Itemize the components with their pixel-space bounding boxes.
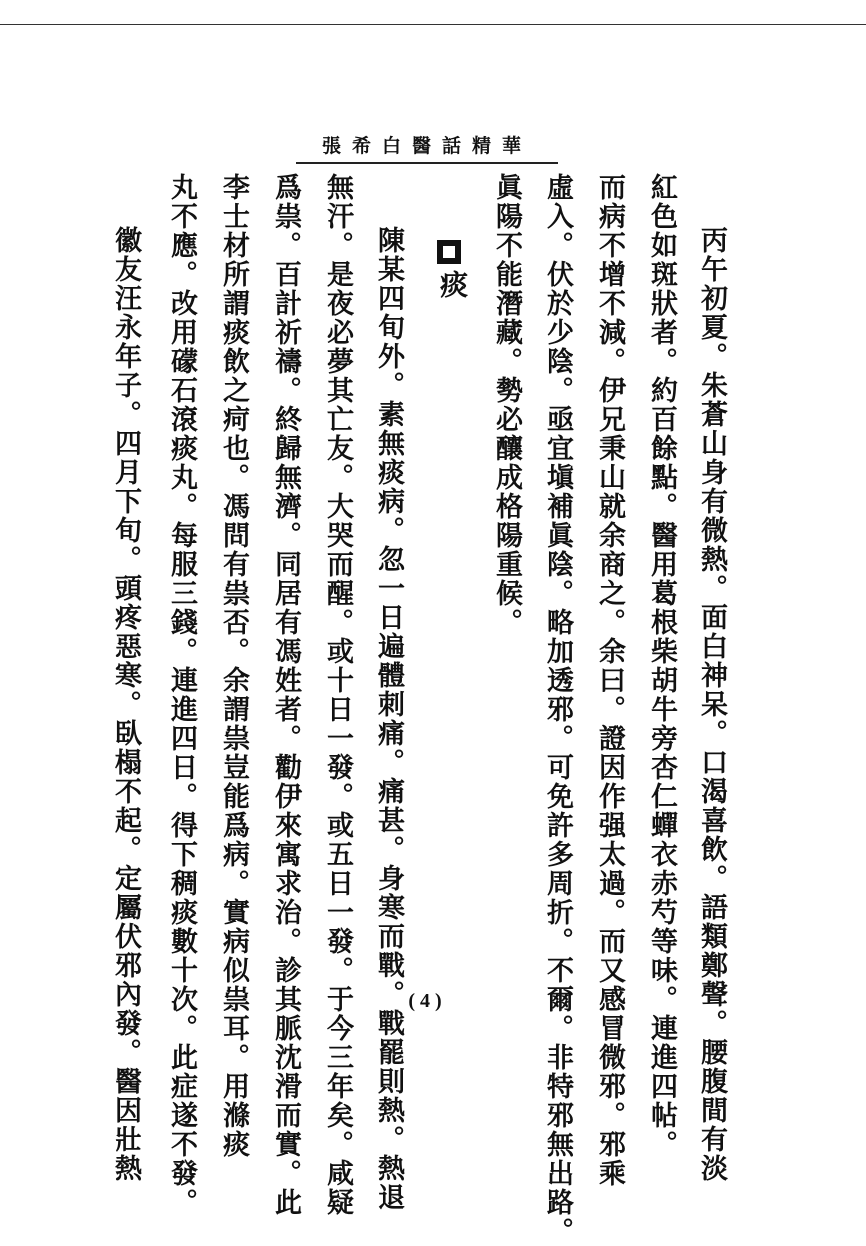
text-column-4: 虛入。伏於少陰。亟宜塡補眞陰。略加透邪。可免許多周折。不爾。非特邪無出路。: [542, 173, 573, 1246]
page-number: ( 4 ): [408, 990, 442, 1012]
text-column-3: 而病不增不減。伊兄秉山就余商之。余曰。證因作强太過。而又感冒微邪。邪乘: [594, 173, 625, 1188]
section-title: 痰: [436, 270, 469, 298]
text-column-6: 陳某四旬外。素無痰病。忽一日遍體刺痛。痛甚。身寒而戰。戰罷則熱。熱退: [373, 226, 404, 1212]
header-rule: [296, 162, 558, 164]
text-column-10: 丸不應。改用礞石滾痰丸。每服三錢。連進四日。得下稠痰數十次。此症遂不發。: [166, 173, 197, 1217]
text-column-9: 李士材所謂痰飲之疴也。馮問有祟否。余謂祟豈能爲病。實病似祟耳。用滌痰: [218, 173, 249, 1159]
text-column-2: 紅色如斑狀者。約百餘點。醫用葛根柴胡牛旁杏仁蟬衣赤芍等味。連進四帖。: [646, 173, 677, 1159]
page-header: 張希白醫話精華: [321, 135, 532, 157]
text-column-5: 眞陽不能潛藏。勢必釀成格陽重候。: [491, 173, 522, 637]
section-marker-icon: [437, 240, 461, 264]
top-rule: [0, 24, 866, 25]
text-column-7: 無汗。是夜必夢其亡友。大哭而醒。或十日一發。或五日一發。于今三年矣。咸疑: [322, 173, 353, 1217]
text-column-11: 徽友汪永年子。四月下旬。頭疼惡寒。臥榻不起。定屬伏邪內發。醫因壯熱: [110, 226, 141, 1183]
text-column-1: 丙午初夏。朱蒼山身有微熱。面白神呆。口渴喜飲。語類鄭聲。腰腹間有淡: [696, 226, 727, 1183]
text-column-8: 爲祟。百計祈禱。終歸無濟。同居有馮姓者。勸伊來寓求治。診其脈沈滑而實。此: [270, 173, 301, 1217]
